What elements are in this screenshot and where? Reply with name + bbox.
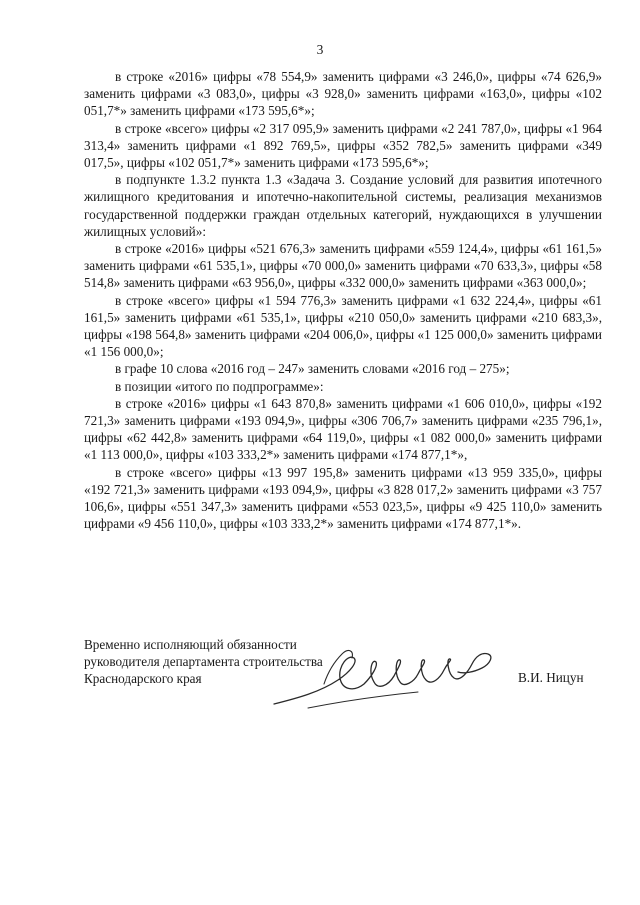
signatory-position-line: Временно исполняющий обязанности bbox=[84, 637, 297, 652]
paragraph: в строке «2016» цифры «521 676,3» заменить цифрами «559 124,4», цифры «61 161,5» заменить цифрами «61 535,1», цифры «70 000,0» заменить цифрами «70 633,3», цифры «58 514,8» заменить цифрами «63 956,0», цифры «332 000,0» заменить цифрами «363 000,0»; bbox=[84, 241, 602, 291]
signatory-position-line: Краснодарского края bbox=[84, 671, 202, 687]
paragraph: в графе 10 слова «2016 год – 247» заменить словами «2016 год – 275»; bbox=[115, 361, 510, 377]
document-body bbox=[84, 68, 602, 532]
page-number: 3 bbox=[316, 42, 324, 57]
paragraph: в строке «всего» цифры «2 317 095,9» заменить цифрами «2 241 787,0», цифры «1 964 313,4» заменить цифрами «1 892 769,5», цифры «352 782,5» заменить цифрами «349 017,5», цифры «102 051,7*» заменить цифрами «173 595,6*»; bbox=[84, 120, 602, 171]
paragraph: в подпункте 1.3.2 пункта 1.3 «Задача 3. Создание условий для развития ипотечного жилищного кредитования и ипотечно-накопительной системы, реализация механизмов государственной поддержки граждан отдельных категорий, нуждающихся в улучшении жилищных условий»: bbox=[84, 172, 602, 239]
paragraph: в строке «всего» цифры «1 594 776,3» заменить цифрами «1 632 224,4», цифры «61 161,5» заменить цифрами «61 535,1», цифры «210 050,0» заменить цифрами «210 683,3», цифры «198 564,8» заменить цифрами «204 006,0», цифры «1 125 000,0» заменить цифрами «1 156 000,0»; bbox=[84, 292, 602, 360]
signatory-position-line: руководителя департамента строительства bbox=[84, 654, 323, 670]
signatory-name: В.И. Ницун bbox=[518, 670, 584, 685]
paragraph: в строке «2016» цифры «78 554,9» заменить цифрами «3 246,0», цифры «74 626,9» заменить цифрами «3 083,0», цифры «3 928,0» заменить цифрами «163,0», цифры «102 051,7*» заменить цифрами «173 595,6*»; bbox=[84, 69, 602, 119]
paragraph: в позиции «итого по подпрограмме»: bbox=[115, 378, 324, 394]
paragraph: в строке «2016» цифры «1 643 870,8» заменить цифрами «1 606 010,0», цифры «192 721,3» заменить цифрами «193 094,9», цифры «306 706,7» заменить цифрами «235 796,1», цифры «62 442,8» заменить цифрами «64 119,0», цифры «1 082 000,0» заменить цифрами «1 113 000,0», цифры «103 333,2*» заменить цифрами «174 877,1*», bbox=[84, 395, 602, 463]
handwritten-signature bbox=[268, 632, 518, 722]
paragraph: в строке «всего» цифры «13 997 195,8» заменить цифрами «13 959 335,0», цифры «192 721,3» заменить цифрами «193 094,9», цифры «3 828 017,2» заменить цифрами «3 757 106,6», цифры «551 347,3» заменить цифрами «553 023,5», цифры «9 425 110,0» заменить цифрами «9 456 110,0», цифры «103 333,2*» заменить цифрами «174 877,1*». bbox=[84, 464, 602, 532]
